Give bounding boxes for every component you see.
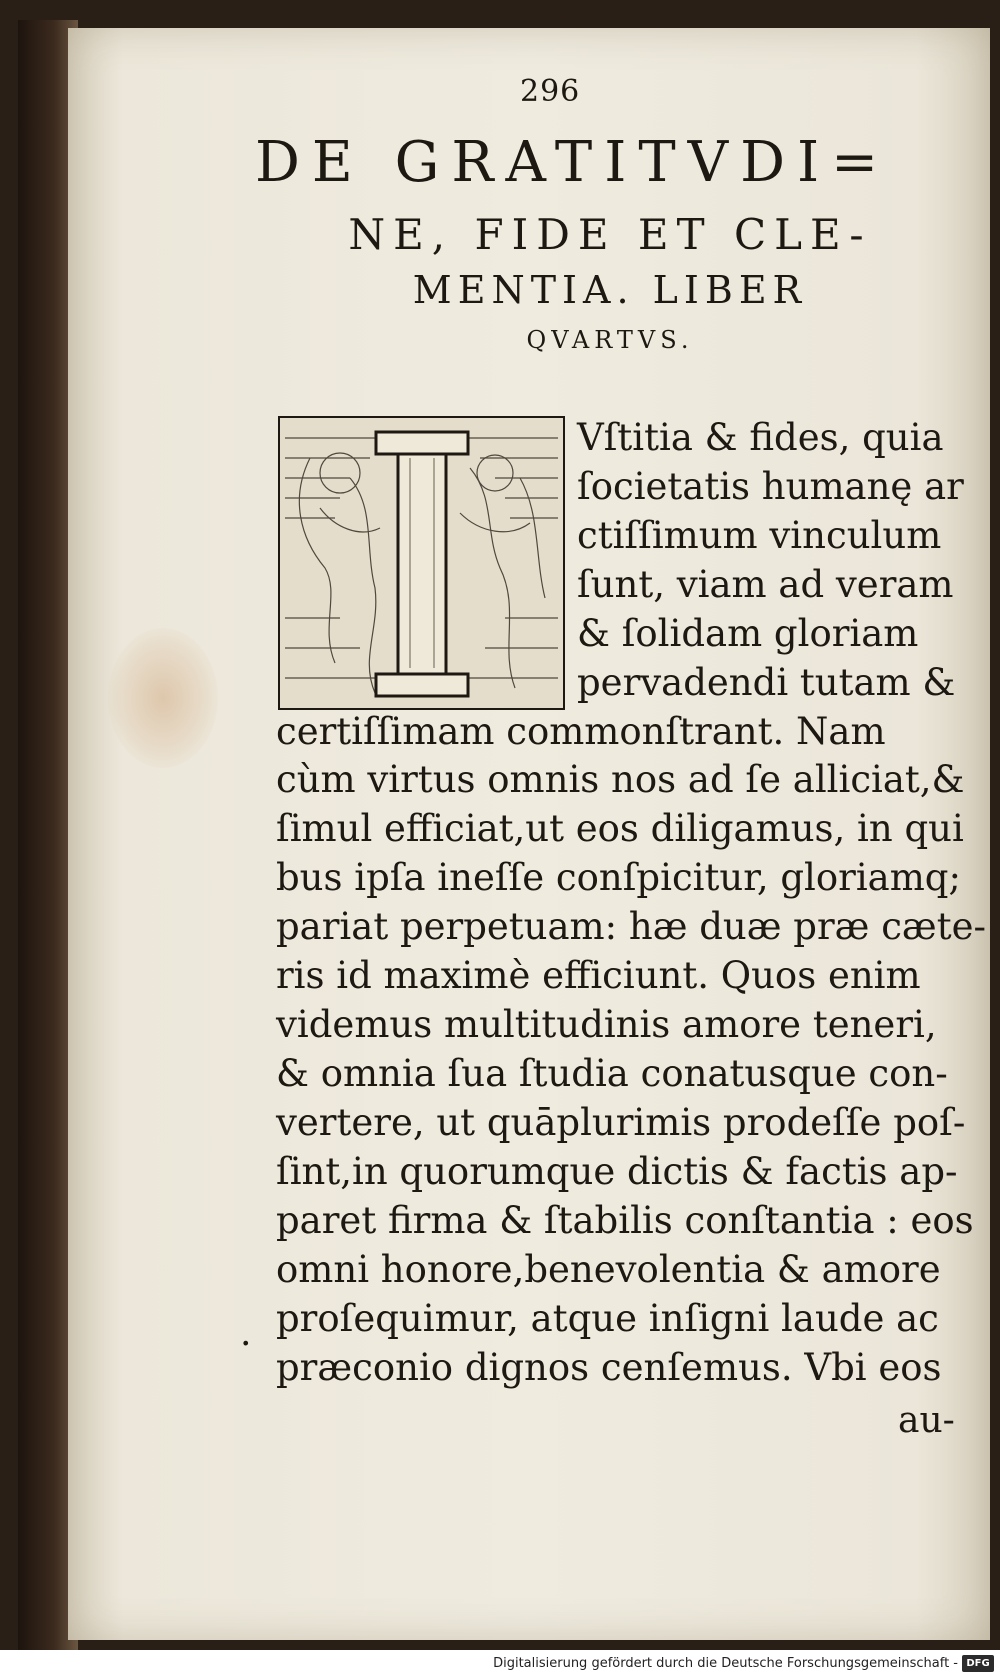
body-line: & ſolidam gloriam	[577, 612, 919, 655]
body-line: ris id maximè efficiunt. Quos enim	[276, 954, 921, 997]
decorated-initial-I-icon	[278, 416, 565, 710]
title-line-3: MENTIA. LIBER	[412, 268, 808, 312]
page-number: 296	[520, 74, 581, 109]
body-line: pariat perpetuam: hæ duæ præ cæte-	[276, 905, 986, 948]
body-line: videmus multitudinis amore teneri,	[276, 1003, 937, 1046]
title-line-2: NE, FIDE ET CLE-	[348, 210, 872, 259]
body-line: proſequimur, atque inſigni laude ac	[276, 1297, 939, 1340]
body-line: paret firma & ſtabilis conſtantia : eos	[276, 1199, 974, 1242]
body-line: ſunt, viam ad veram	[577, 563, 954, 606]
footer-credit: Digitalisierung gefördert durch die Deutsche Forschungsgemeinschaft -	[493, 1656, 958, 1671]
body-line: & omnia ſua ſtudia conatusque con-	[276, 1052, 948, 1095]
footer-bar	[0, 1650, 1000, 1678]
body-line: ctiſſimum vinculum	[577, 514, 942, 557]
body-line: ſint,in quorumque dictis & factis ap-	[276, 1150, 958, 1193]
body-line: certiſſimam commonſtrant. Nam	[276, 710, 886, 753]
dfg-logo-icon: DFG	[962, 1655, 994, 1672]
title-line-1: DE GRATITVDI=	[255, 130, 891, 195]
body-line: Vſtitia & fides, quia	[577, 416, 944, 459]
body-line: omni honore,benevolentia & amore	[276, 1248, 941, 1291]
paper-stain	[108, 628, 218, 768]
body-line: bus ipſa ineſſe conſpicitur, gloriamq;	[276, 856, 961, 899]
body-line: pervadendi tutam &	[577, 661, 956, 704]
title-line-4: QVARTVS.	[526, 326, 694, 354]
body-line: præconio dignos cenſemus. Vbi eos	[276, 1346, 942, 1389]
body-line: ſimul efficiat,ut eos diligamus, in qui	[276, 807, 964, 850]
body-line: ſocietatis humanę ar	[577, 465, 964, 508]
stray-mark: .	[240, 1313, 252, 1354]
body-line: vertere, ut quāplurimis prodeſſe poſ-	[276, 1101, 966, 1144]
catchword: au-	[898, 1400, 955, 1441]
body-line: cùm virtus omnis nos ad ſe alliciat,&	[276, 758, 965, 801]
